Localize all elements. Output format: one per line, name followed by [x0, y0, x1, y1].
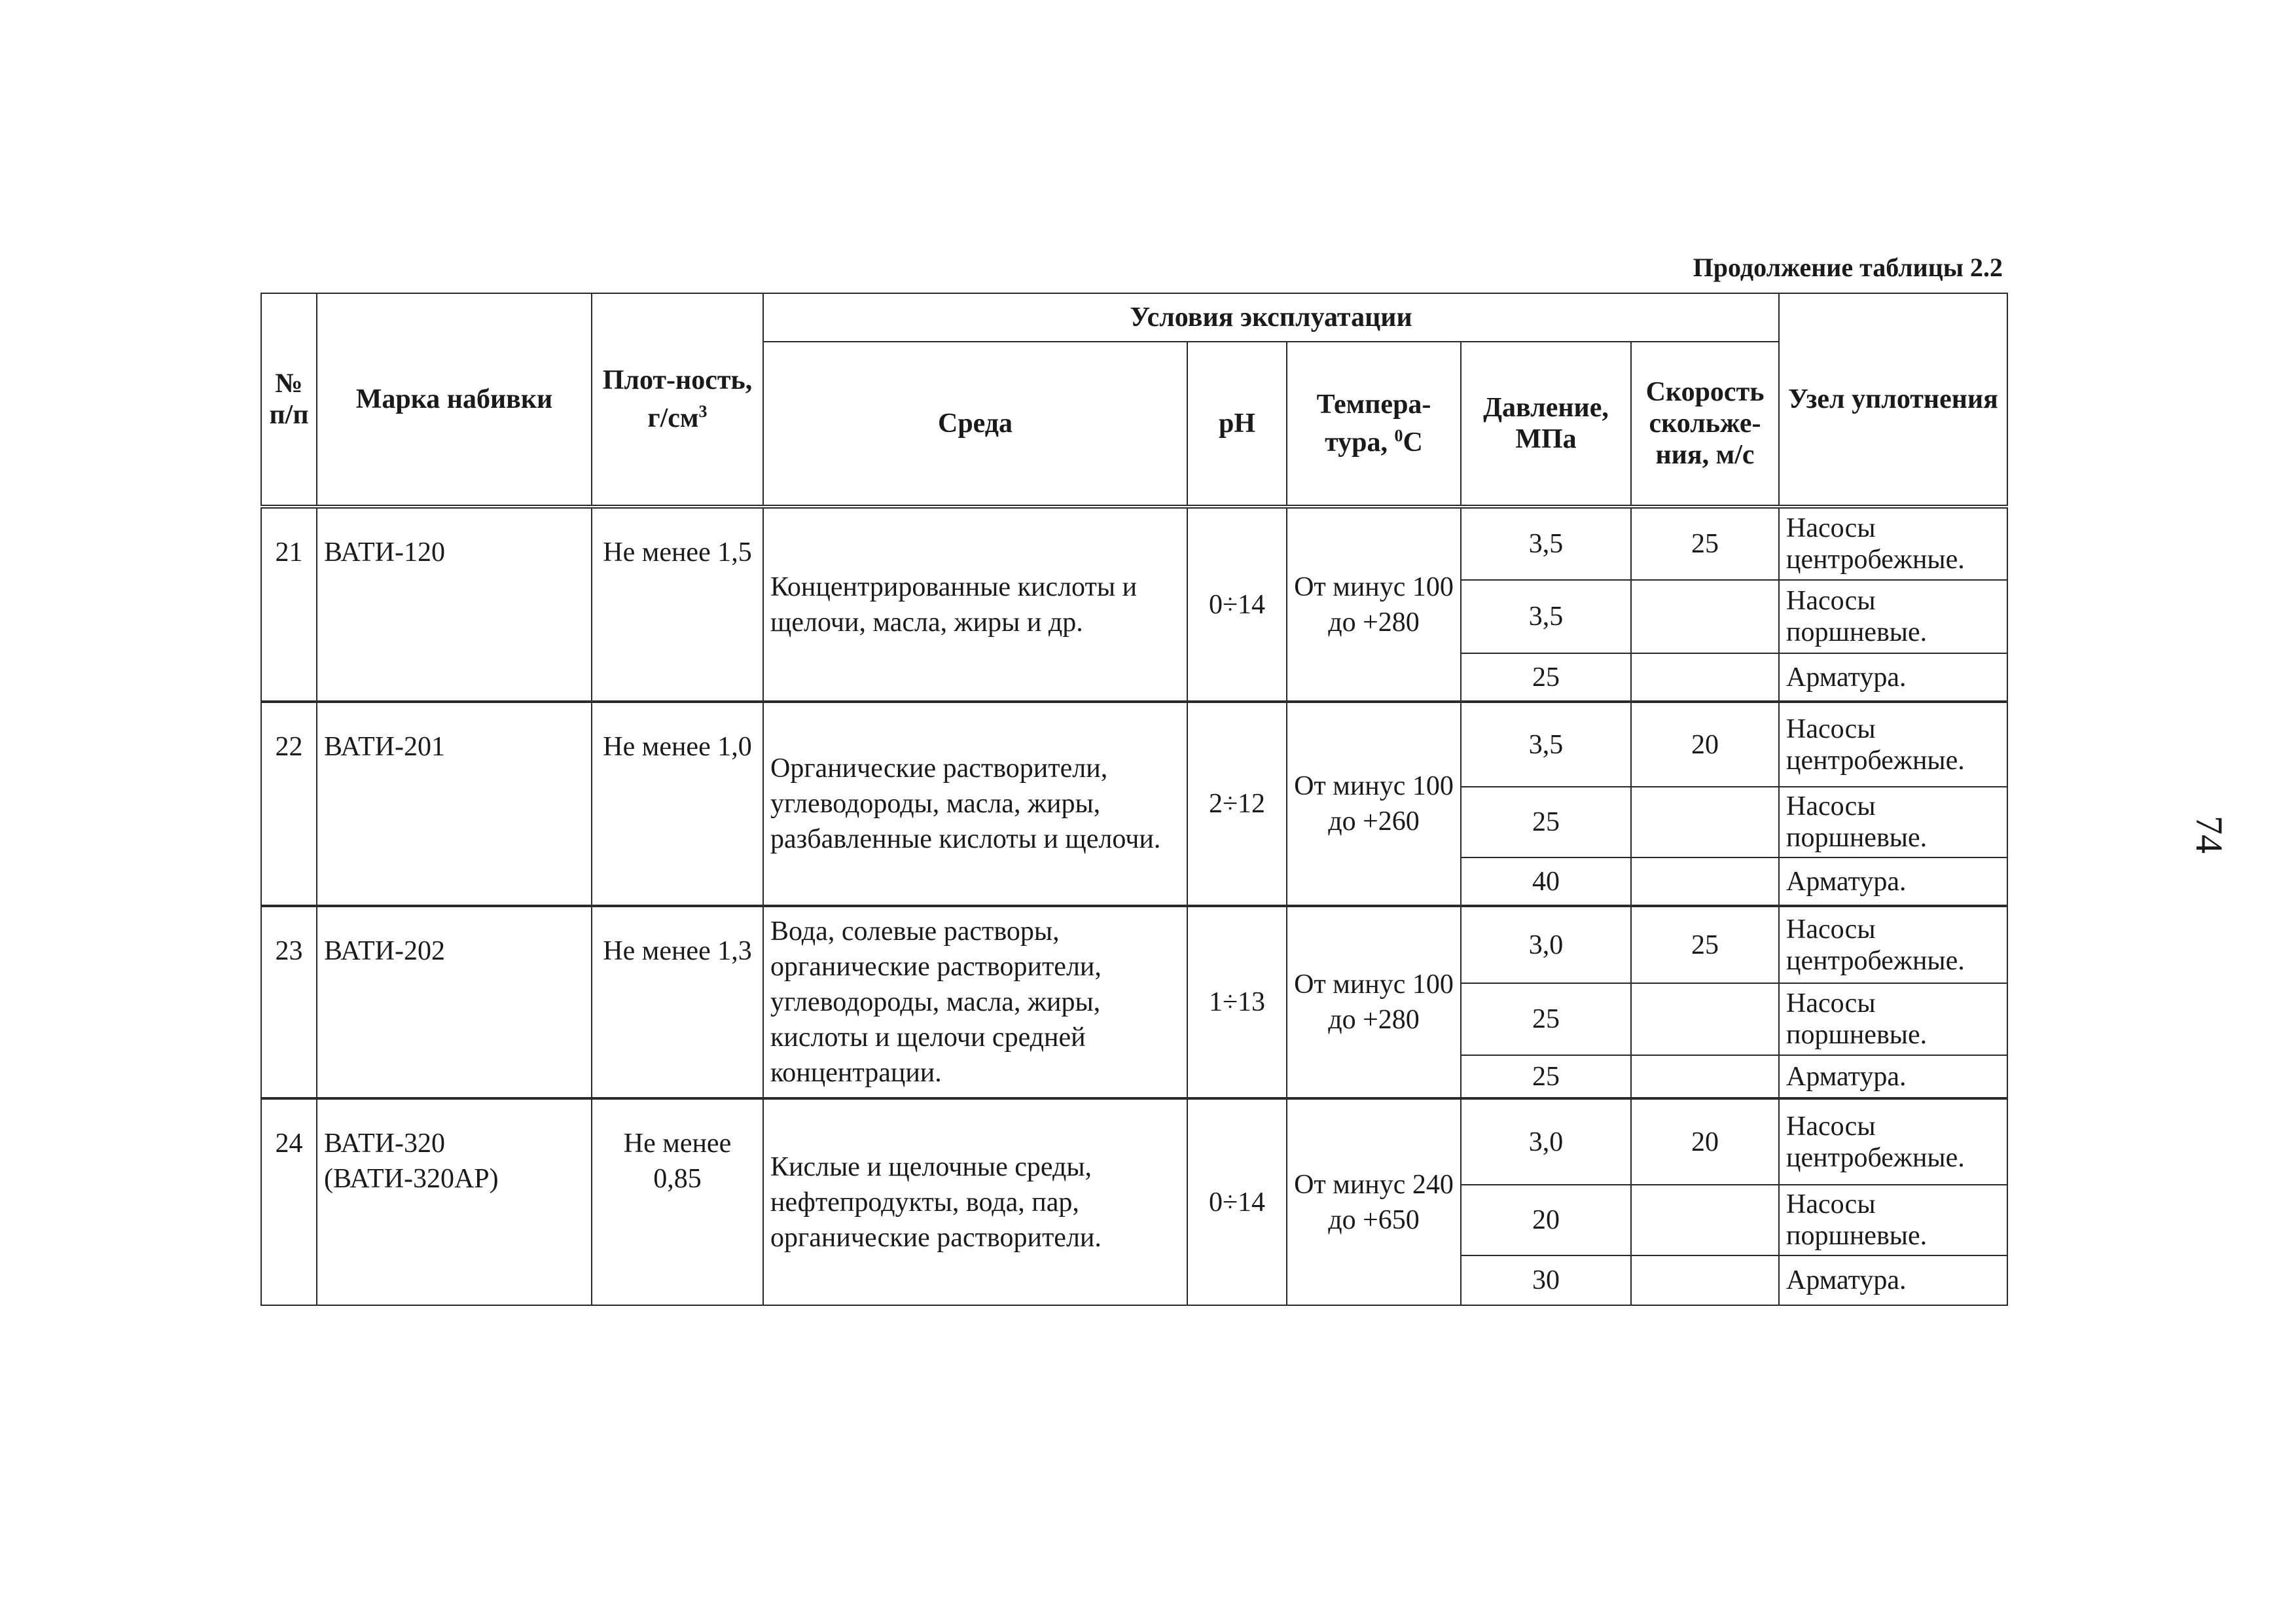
- row-unit: Арматура.: [1779, 857, 2007, 906]
- row-unit: Арматура.: [1779, 1055, 2007, 1098]
- row-ph: 1÷13: [1187, 906, 1287, 1098]
- row-speed: [1631, 787, 1779, 857]
- row-pressure: 25: [1461, 787, 1631, 857]
- header-brand: Марка набивки: [317, 293, 592, 507]
- row-pressure: 3,5: [1461, 580, 1631, 653]
- row-pressure: 25: [1461, 1055, 1631, 1098]
- row-unit: Насосы поршневые.: [1779, 983, 2007, 1055]
- row-unit: Насосы поршневые.: [1779, 1185, 2007, 1255]
- row-pressure: 3,0: [1461, 906, 1631, 983]
- row-num: 22: [261, 702, 317, 906]
- row-unit: Насосы центробежные.: [1779, 702, 2007, 787]
- row-medium: Концентрированные кислоты и щелочи, масла, жиры и др.: [763, 507, 1187, 702]
- header-temperature: [1287, 342, 1461, 507]
- header-temperature-unit: С: [1403, 427, 1423, 458]
- row-pressure: 30: [1461, 1255, 1631, 1305]
- table-row: [261, 507, 2007, 580]
- row-temperature: От минус 100 до +260: [1287, 702, 1461, 906]
- row-unit: Насосы центробежные.: [1779, 906, 2007, 983]
- row-ph: 0÷14: [1187, 507, 1287, 702]
- row-unit: Насосы центробежные.: [1779, 507, 2007, 580]
- header-density-unit: г/см: [647, 403, 699, 433]
- row-pressure: 20: [1461, 1185, 1631, 1255]
- table-header: [261, 293, 2007, 507]
- header-speed: Скорость скольже-ния, м/с: [1631, 342, 1779, 507]
- header-conditions: Условия эксплуатации: [763, 293, 1779, 342]
- header-temperature-label: Темпера-тура,: [1316, 389, 1431, 458]
- header-density-label: Плот-ность,: [602, 365, 753, 395]
- row-density: Не менее 1,3: [592, 906, 763, 1098]
- row-num: 23: [261, 906, 317, 1098]
- header-medium: Среда: [763, 342, 1187, 507]
- row-brand: ВАТИ-120: [317, 507, 592, 702]
- table-row: [261, 1098, 2007, 1185]
- header-pressure: Давление, МПа: [1461, 342, 1631, 507]
- table-row: [261, 906, 2007, 983]
- row-unit: Насосы поршневые.: [1779, 580, 2007, 653]
- packing-specs-table: [260, 293, 2008, 1306]
- table-caption: Продолжение таблицы 2.2: [1693, 253, 2003, 282]
- header-density: [592, 293, 763, 507]
- row-unit: Арматура.: [1779, 1255, 2007, 1305]
- row-speed: [1631, 1055, 1779, 1098]
- row-unit: Насосы центробежные.: [1779, 1098, 2007, 1185]
- row-speed: [1631, 1255, 1779, 1305]
- row-pressure: 3,0: [1461, 1098, 1631, 1185]
- header-density-exp: 3: [698, 402, 708, 421]
- header-temperature-exp: 0: [1394, 426, 1403, 445]
- row-unit: Насосы поршневые.: [1779, 787, 2007, 857]
- row-speed: [1631, 653, 1779, 702]
- header-unit: Узел уплотнения: [1779, 293, 2007, 507]
- row-pressure: 25: [1461, 983, 1631, 1055]
- row-num: 21: [261, 507, 317, 702]
- row-temperature: От минус 240 до +650: [1287, 1098, 1461, 1305]
- row-brand: ВАТИ-201: [317, 702, 592, 906]
- header-ph: pH: [1187, 342, 1287, 507]
- row-speed: 25: [1631, 906, 1779, 983]
- row-density: Не менее 1,5: [592, 507, 763, 702]
- header-num: № п/п: [261, 293, 317, 507]
- row-temperature: От минус 100 до +280: [1287, 507, 1461, 702]
- row-pressure: 40: [1461, 857, 1631, 906]
- row-unit: Арматура.: [1779, 653, 2007, 702]
- table-row: [261, 702, 2007, 787]
- row-density: Не менее 0,85: [592, 1098, 763, 1305]
- row-speed: [1631, 983, 1779, 1055]
- row-speed: 20: [1631, 702, 1779, 787]
- row-density: Не менее 1,0: [592, 702, 763, 906]
- row-speed: [1631, 580, 1779, 653]
- row-pressure: 3,5: [1461, 507, 1631, 580]
- row-speed: 20: [1631, 1098, 1779, 1185]
- table-body: [261, 507, 2007, 1305]
- row-pressure: 25: [1461, 653, 1631, 702]
- row-speed: 25: [1631, 507, 1779, 580]
- row-speed: [1631, 857, 1779, 906]
- row-medium: Органические растворители, углеводороды, масла, жиры, разбавленные кислоты и щелочи.: [763, 702, 1187, 906]
- row-brand: ВАТИ-320 (ВАТИ-320АР): [317, 1098, 592, 1305]
- row-temperature: От минус 100 до +280: [1287, 906, 1461, 1098]
- row-pressure: 3,5: [1461, 702, 1631, 787]
- row-ph: 0÷14: [1187, 1098, 1287, 1305]
- row-speed: [1631, 1185, 1779, 1255]
- row-ph: 2÷12: [1187, 702, 1287, 906]
- row-brand: ВАТИ-202: [317, 906, 592, 1098]
- row-medium: Вода, солевые растворы, органические растворители, углеводороды, масла, жиры, кислоты и щелочи средней концентрации.: [763, 906, 1187, 1098]
- page-number: 74: [2188, 816, 2231, 854]
- row-num: 24: [261, 1098, 317, 1305]
- row-medium: Кислые и щелочные среды, нефтепродукты, вода, пар, органические растворители.: [763, 1098, 1187, 1305]
